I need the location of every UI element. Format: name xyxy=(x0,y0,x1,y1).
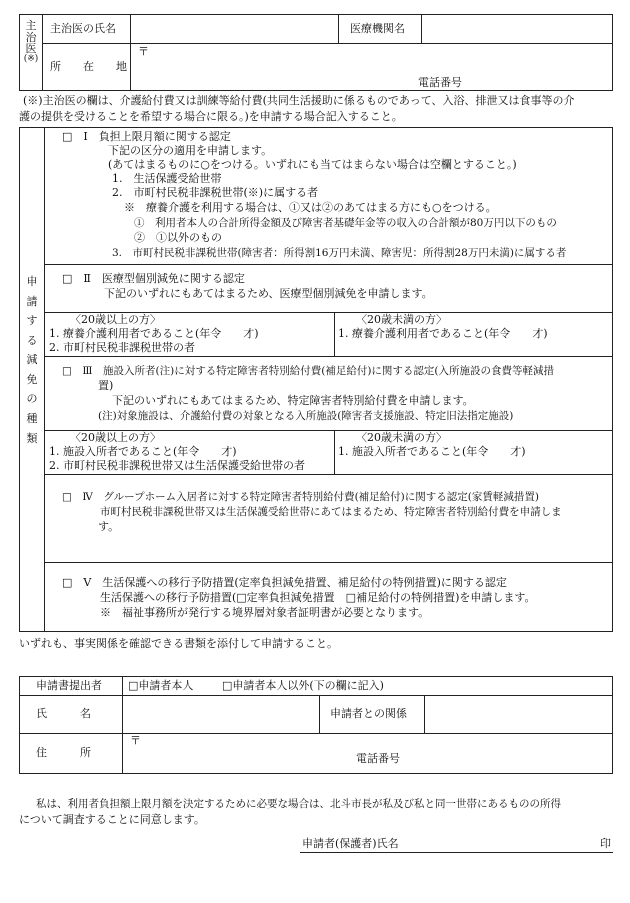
submitter-option-self[interactable]: □申請者本人 xyxy=(128,679,194,692)
doctor-name-field[interactable] xyxy=(132,16,336,42)
section-2-title[interactable]: □ Ⅱ 医療型個別減免に関する認定 xyxy=(62,272,245,285)
section-1-title[interactable]: □ Ⅰ 負担上限月額に関する認定 xyxy=(62,130,231,143)
signature-label: 申請者(保護者)氏名 xyxy=(302,837,399,850)
doctor-note-2: 護の提供を受けることを希望する場合に限る。)を申請する場合記入すること。 xyxy=(19,110,403,123)
medical-institution-field[interactable] xyxy=(423,16,611,42)
section-2-left-item: 2. 市町村民税非課税世帯の者 xyxy=(49,341,195,354)
section-5-line[interactable]: 生活保護への移行予防措置(□定率負担減免措置 □補足給付の特例措置)を申請します。 xyxy=(100,591,536,604)
section-4-line: す。 xyxy=(98,520,120,533)
section-3-title-cont: 置) xyxy=(98,379,114,392)
section-2-left-head: 〈20歳以上の方〉 xyxy=(70,313,161,326)
section-2-right-head: 〈20歳未満の方〉 xyxy=(356,313,447,326)
relation-field[interactable] xyxy=(426,697,611,731)
section-3-left-item: 1. 施設入所者であること(年令 才) xyxy=(49,445,237,458)
section-1-option[interactable]: 2. 市町村民税非課税世帯(※)に属する者 xyxy=(112,186,319,199)
consent-text: 私は、利用者負担額上限月額を決定するために必要な場合は、北斗市長が私及び私と同一世帯にあるものの所得 xyxy=(36,798,561,810)
section-3-right-head: 〈20歳未満の方〉 xyxy=(356,431,447,444)
seal-mark: 印 xyxy=(600,837,611,850)
section-2-right-item: 1. 療養介護利用者であること(年令 才) xyxy=(338,327,548,340)
section-3-line: 下記のいずれにもあてはまるため、特定障害者特別給付費を申請します。 xyxy=(112,394,474,407)
section-4-line: 市町村民税非課税世帯又は生活保護受給世帯にあてはまるため、特定障害者特別給付費を申請しま xyxy=(100,506,562,518)
doctor-postal-mark: 〒 xyxy=(138,45,149,58)
section-1-option[interactable]: 1. 生活保護受給世帯 xyxy=(112,172,222,185)
section-1-option[interactable]: ① 利用者本人の合計所得金額及び障害者基礎年金等の収入の合計額が80万円以下のもの xyxy=(134,217,557,229)
applicant-phone-label: 電話番号 xyxy=(356,752,400,765)
applicant-address-label: 住 所 xyxy=(36,746,91,759)
submitter-label: 申請書提出者 xyxy=(36,679,102,692)
section-3-right-item: 1. 施設入所者であること(年令 才) xyxy=(338,445,526,458)
doctor-section-label: 主 治 医 (※) xyxy=(23,19,39,64)
relation-label: 申請者との関係 xyxy=(330,707,407,720)
section-3-left-item: 2. 市町村民税非課税世帯又は生活保護受給世帯の者 xyxy=(49,459,305,472)
section-3-title[interactable]: □ Ⅲ 施設入所者(注)に対する特定障害者特別給付費(補足給付)に関する認定(入所施設の食費等軽減措 xyxy=(62,365,555,377)
section-1-option[interactable]: 3. 市町村民税非課税世帯(障害者：所得割16万円未満、障害児：所得割28万円未満)に属する者 xyxy=(112,247,567,259)
doctor-phone-label: 電話番号 xyxy=(418,76,462,89)
medical-institution-label: 医療機関名 xyxy=(350,22,405,35)
section-5-line: ※ 福祉事務所が発行する境界層対象者証明書が必要となります。 xyxy=(100,606,430,619)
section-2-left-item: 1. 療養介護利用者であること(年令 才) xyxy=(49,327,259,340)
submitter-option-other[interactable]: □申請者本人以外(下の欄に記入) xyxy=(222,679,384,692)
applicant-name-field[interactable] xyxy=(124,697,317,731)
section-4-title[interactable]: □ Ⅳ グループホーム入居者に対する特定障害者特別給付費(補足給付)に関する認定(家賃軽減措置) xyxy=(62,491,539,503)
section-1-line: (あてはまるものに○をつける。いずれにも当てはまらない場合は空欄とすること。) xyxy=(108,158,517,171)
section-5-title[interactable]: □ Ⅴ 生活保護への移行予防措置(定率負担減免措置、補足給付の特例措置)に関する認定 xyxy=(62,576,507,589)
section-1-option[interactable]: ② ①以外のもの xyxy=(134,231,222,244)
section-3-line: (注)対象施設は、介護給付費の対象となる入所施設(障害者支援施設、特定旧法指定施設) xyxy=(98,410,514,422)
doctor-name-label: 主治医の氏名 xyxy=(50,22,116,35)
section-3-left-head: 〈20歳以上の方〉 xyxy=(70,431,161,444)
attach-note: いずれも、事実関係を確認できる書類を添付して申請すること。 xyxy=(19,637,338,650)
applicant-name-label: 氏 名 xyxy=(36,707,91,720)
signature-field[interactable] xyxy=(410,835,598,851)
doctor-address-field[interactable] xyxy=(132,46,611,89)
applicant-postal-mark: 〒 xyxy=(130,734,141,747)
doctor-address-label: 所 在 地 xyxy=(50,60,127,73)
doctor-note: (※)主治医の欄は、介護給付費又は訓練等給付費(共同生活援助に係るものであって、入浴、排泄又は食事等の介 xyxy=(23,94,575,107)
section-1-line: ※ 療養介護を利用する場合は、①又は②のあてはまる方にも○をつける。 xyxy=(124,201,497,214)
section-2-line: 下記のいずれにもあてはまるため、医療型個別減免を申請します。 xyxy=(104,287,433,300)
reduction-side-label: 申 請 す る 減 免 の 種 類 xyxy=(26,275,38,445)
consent-text-2: について調査することに同意します。 xyxy=(19,813,205,826)
section-1-line: 下記の区分の適用を申請します。 xyxy=(108,144,273,157)
